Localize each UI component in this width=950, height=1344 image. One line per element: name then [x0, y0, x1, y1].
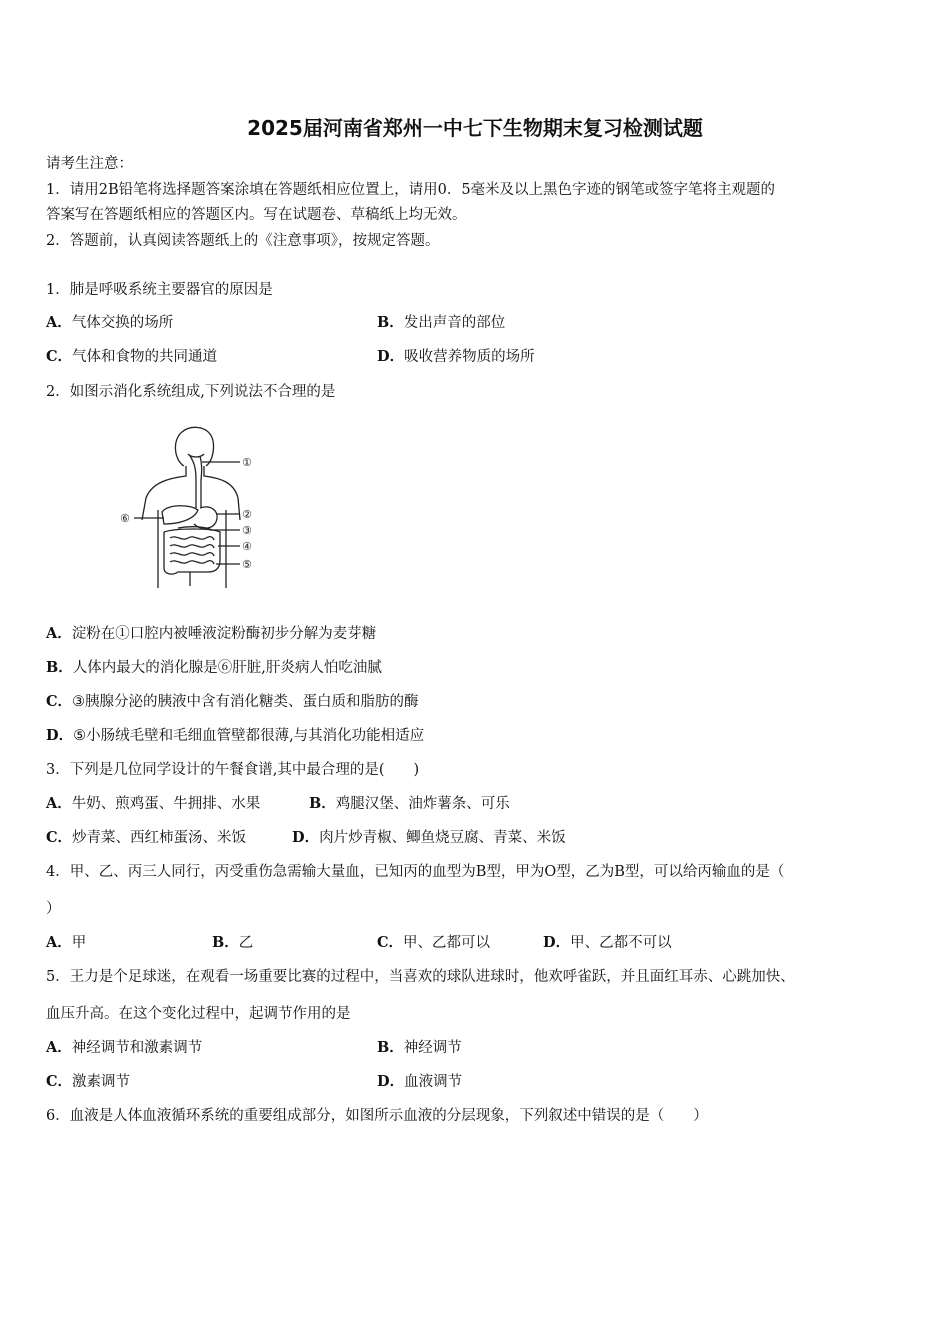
q3-option-b	[309, 792, 510, 813]
q1-option-a	[46, 311, 173, 332]
q3-option-a-label: A．	[46, 795, 72, 812]
q2-option-d-label: D．	[46, 727, 74, 744]
q2-option-b-label: B．	[46, 659, 73, 676]
notice-line-1: 1．请用2B铅笔将选择题答案涂填在答题纸相应位置上，请用0．5毫米及以上黑色字迹的钢笔或签字笔将主观题的	[46, 182, 776, 198]
q2-option-c	[46, 690, 419, 711]
q2-option-a-label: A．	[46, 625, 72, 642]
q5-option-c	[46, 1070, 130, 1091]
q3-stem: 3．下列是几位同学设计的午餐食谱,其中最合理的是( )	[46, 762, 420, 778]
q5-option-a-label: A．	[46, 1039, 72, 1056]
q5-option-b-label: B．	[377, 1039, 404, 1056]
q6-stem: 6．血液是人体血液循环系统的重要组成部分，如图所示血液的分层现象，下列叙述中错误的是（ ）	[46, 1108, 708, 1124]
q1-option-d	[377, 345, 535, 366]
digestive-system-figure	[112, 420, 272, 595]
q2-option-a-text: 淀粉在①口腔内被唾液淀粉酶初步分解为麦芽糖	[71, 626, 377, 642]
q3-option-c-text: 炒青菜、西红柿蛋汤、米饭	[72, 830, 247, 846]
q3-option-a	[46, 792, 260, 813]
q4-option-d-label: D．	[543, 934, 571, 951]
figure-label-4: ④	[242, 540, 252, 553]
q1-option-b-text: 发出声音的部位	[403, 315, 506, 331]
q3-option-a-text: 牛奶、煎鸡蛋、牛拥排、水果	[71, 796, 261, 812]
q4-option-a	[46, 931, 86, 952]
q4-option-d-text: 甲、乙都不可以	[570, 935, 672, 951]
q1-option-b-label: B．	[377, 314, 404, 331]
figure-label-5: ⑤	[242, 558, 252, 571]
q4-option-d	[543, 931, 672, 952]
q1-option-a-label: A．	[46, 314, 72, 331]
q3-option-c	[46, 826, 246, 847]
q4-option-c-text: 甲、乙都可以	[403, 935, 491, 951]
q3-option-d-label: D．	[292, 829, 320, 846]
q1-option-a-text: 气体交换的场所	[71, 315, 174, 331]
q2-stem: 2．如图示消化系统组成,下列说法不合理的是	[46, 384, 336, 400]
q4-option-c	[377, 931, 490, 952]
page-title: 2025届河南省郑州一中七下生物期末复习检测试题	[247, 116, 703, 140]
q4-option-a-text: 甲	[71, 935, 87, 951]
figure-label-6: ⑥	[120, 512, 130, 525]
digestive-system-diagram	[112, 420, 272, 595]
q2-option-b-text: 人体内最大的消化腺是⑥肝脏,肝炎病人怕吃油腻	[72, 660, 382, 676]
q5-option-b	[377, 1036, 462, 1057]
q5-option-c-text: 激素调节	[72, 1074, 131, 1090]
q4-option-b-label: B．	[212, 934, 239, 951]
q5-option-d-text: 血液调节	[404, 1074, 463, 1090]
q1-option-c-text: 气体和食物的共同通道	[72, 349, 218, 365]
notice-line-3: 2．答题前，认真阅读答题纸上的《注意事项》，按规定答题。	[46, 233, 440, 249]
q5-stem-line-1: 5．王力是个足球迷，在观看一场重要比赛的过程中，当喜欢的球队进球时，他欢呼雀跃，并且面红耳赤、心跳加快、	[46, 969, 795, 985]
figure-label-1: ①	[242, 456, 252, 469]
q1-option-b	[377, 311, 505, 332]
q1-stem: 1．肺是呼吸系统主要器官的原因是	[46, 282, 273, 298]
q1-option-c	[46, 345, 217, 366]
q2-option-c-text: ③胰腺分泌的胰液中含有消化糖类、蛋白质和脂肪的酶	[72, 694, 419, 710]
q3-option-d-text: 肉片炒青椒、鲫鱼烧豆腐、青菜、米饭	[319, 830, 566, 846]
q3-option-b-text: 鸡腿汉堡、油炸薯条、可乐	[335, 796, 510, 812]
q4-option-c-label: C．	[377, 934, 404, 951]
q2-option-d	[46, 724, 424, 745]
q5-stem-line-2: 血压升高。在这个变化过程中，起调节作用的是	[46, 1006, 351, 1022]
figure-label-2: ②	[242, 508, 252, 521]
figure-label-3: ③	[242, 524, 252, 537]
q1-option-d-label: D．	[377, 348, 405, 365]
q3-option-b-label: B．	[309, 795, 336, 812]
q5-option-b-text: 神经调节	[403, 1040, 462, 1056]
q5-option-a	[46, 1036, 202, 1057]
notice-heading: 请考生注意：	[46, 156, 133, 172]
q4-stem-line-2: ）	[46, 901, 61, 917]
q2-option-a	[46, 622, 376, 643]
q3-option-d	[292, 826, 566, 847]
notice-line-2: 答案写在答题纸相应的答题区内。写在试题卷、草稿纸上均无效。	[46, 207, 467, 223]
q1-option-c-label: C．	[46, 348, 73, 365]
q2-option-b	[46, 656, 382, 677]
q4-option-a-label: A．	[46, 934, 72, 951]
q5-option-c-label: C．	[46, 1073, 73, 1090]
q5-option-d	[377, 1070, 462, 1091]
q4-option-b-text: 乙	[238, 935, 254, 951]
q1-option-d-text: 吸收营养物质的场所	[404, 349, 535, 365]
q2-option-d-text: ⑤小肠绒毛壁和毛细血管壁都很薄,与其消化功能相适应	[73, 728, 425, 744]
q5-option-a-text: 神经调节和激素调节	[71, 1040, 203, 1056]
q4-option-b	[212, 931, 253, 952]
q5-option-d-label: D．	[377, 1073, 405, 1090]
q2-option-c-label: C．	[46, 693, 73, 710]
q4-stem-line-1: 4．甲、乙、丙三人同行，丙受重伤急需输大量血，已知丙的血型为B型，甲为O型，乙为B型，可以给丙输血的是（	[46, 864, 785, 880]
q3-option-c-label: C．	[46, 829, 73, 846]
